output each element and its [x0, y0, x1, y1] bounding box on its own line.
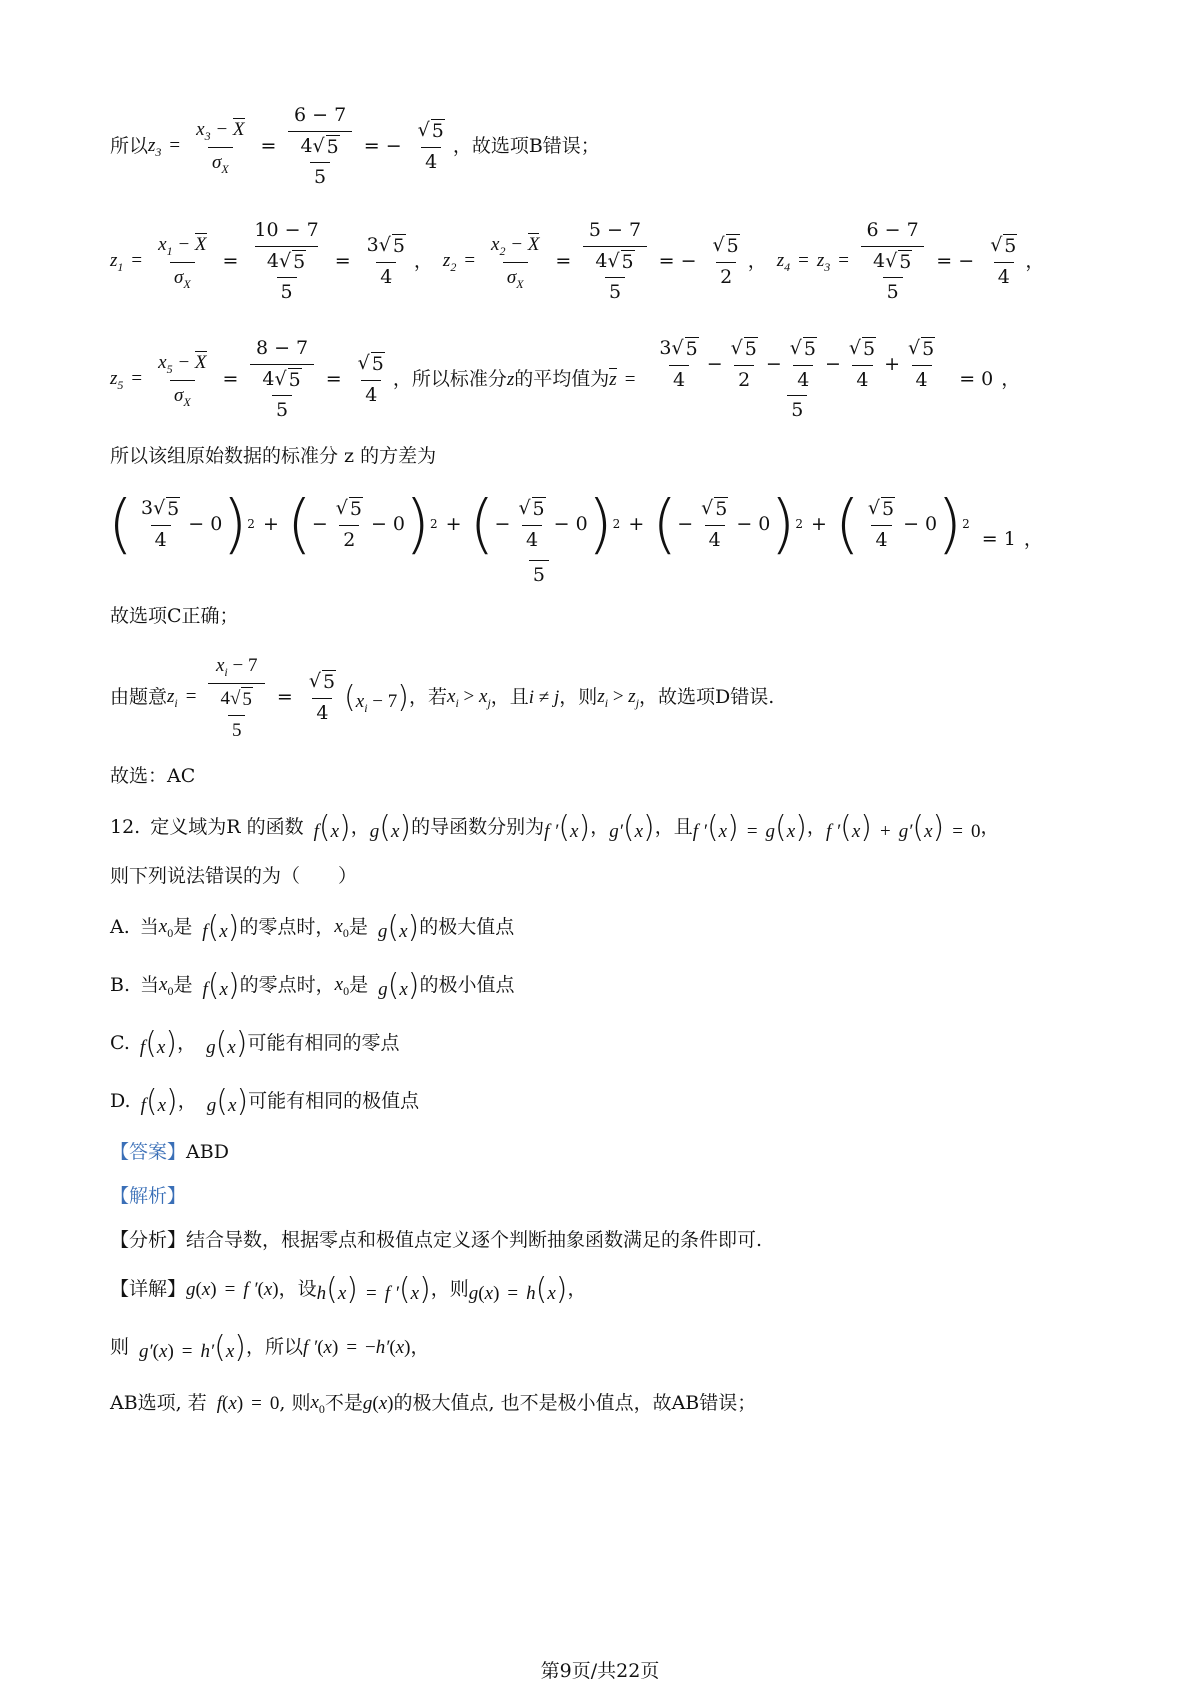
text: ，则 [559, 686, 598, 709]
ab-line: AB选项, 若 f(x) = 0 , 则 $x_0$ 不是 g(x) 的极大值点, 也不是极小值点，故AB错误； [110, 1392, 757, 1416]
option-label: D. [110, 1090, 131, 1113]
line-prev-answer [110, 762, 1130, 792]
option-a: A. 当 $x_0$ 是 f(x) 的零点时， $x_0$ 是 g(x) 的极大值点 [110, 910, 515, 946]
option-d: D. f(x) ， g(x) 可能有相同的极值点 [110, 1084, 420, 1120]
text: 的极大值点, 也不是极小值点，故AB错误； [393, 1392, 757, 1415]
text-prefix: 所以 [110, 135, 149, 158]
text: 不是 [324, 1392, 363, 1415]
text-tail: ， [1001, 368, 1021, 391]
text: 的导函数分别为 [411, 816, 545, 839]
text: 故选：AC [110, 765, 196, 788]
question-12-stem-2 [110, 862, 1130, 892]
answer-line [110, 1138, 1130, 1168]
text: ， [410, 1336, 430, 1359]
xiangjie-tag: 【详解】 [110, 1278, 187, 1301]
line-z3: 所以 $z_3$ = $\frac{x_3 - X}{\sigma_X}$ = 6 − 7 4 √ 5 5 = − √ 5 4 ，故选项B错误； [110, 103, 600, 189]
text: 故选项C正确； [110, 605, 239, 628]
line-z5-mean: $z_5$ = $\frac{x_5 - X}{\sigma_X}$ = 8 − 7 4 √ 5 5 = √ 5 4 ，所以标准分 z 的平均值为 z = 3 √ 5 4 − √ 5 2 − √ 5 4 − √ 5 4 + √ 5 4 5 = 0 ， [110, 336, 1021, 422]
text: ，且 [654, 816, 693, 839]
line-zi: 由题意 $z_i$ = $x_i - 7$ 4 √ 5 5 = √ 5 4 $(x_i - 7)$ ，若 $x_i > x_j$ ，且 i ≠ j ，则 $z_i > z_j$ ，故选项D错误. [110, 654, 775, 741]
text: 的极小值点 [419, 974, 515, 997]
fenxi-tag: 【分析】 [110, 1229, 187, 1252]
fraction: √ 5 4 [417, 119, 444, 173]
text: 是 [348, 916, 368, 939]
text: 则 [110, 1336, 130, 1359]
fraction: $\frac{x_3 - X}{\sigma_X}$ [196, 118, 245, 176]
line-option-c [110, 602, 1130, 632]
text: 的零点时， [239, 974, 335, 997]
line-variance-intro [110, 442, 1130, 472]
text: 是 [349, 974, 369, 997]
text: 当 [140, 974, 160, 997]
text: 所以该组原始数据的标准分 z 的方差为 [110, 445, 437, 468]
text: 定义域为R 的函数 [150, 816, 304, 839]
text: 是 [173, 916, 193, 939]
text: , 则 [279, 1392, 311, 1415]
xiangjie-line: 【详解】 g(x) = f ′(x) ，设 h(x) = f ′(x) ，则 g(x) = h(x) ， [110, 1272, 587, 1308]
option-label: B. [110, 974, 131, 997]
fraction: 6 − 7 4 √ 5 5 [288, 104, 351, 190]
text-prefix: 由题意 [110, 686, 168, 709]
text-suffix: ，故选项B错误； [452, 135, 600, 158]
gprime-line: 则 g′(x) = h′(x) ，所以 f ′(x) = −h′(x) ， [110, 1330, 430, 1366]
option-label: C. [110, 1032, 130, 1055]
text: 是 [173, 974, 193, 997]
var-z: z [506, 369, 515, 391]
analysis-line [110, 1182, 1130, 1212]
line-variance-formula: ( 3 √ 5 4 − 0 ) 2 + ( − √ 5 2 − 0 ) 2 + ( − √ 5 4 − 0 ) 2 + ( − √ 5 4 − 0 ) 2 + ( √ 5 4 − 0 ) 2 5 = 1 ， [108, 487, 1043, 586]
text: ，若 [408, 686, 447, 709]
text-mid: 的平均值为 [514, 368, 610, 391]
fenxi-line [110, 1226, 1130, 1256]
answer-tag: 【答案】 [110, 1141, 187, 1164]
text: 的零点时， [239, 916, 335, 939]
option-b: B. 当 $x_0$ 是 f(x) 的零点时， $x_0$ 是 g(x) 的极小值点 [110, 968, 515, 1004]
page-footer: 第9页/共22页 [540, 1660, 660, 1682]
question-12-stem: 12. 定义域为R 的函数 f(x) ， g(x) 的导函数分别为 f ′(x) ， g′(x) ，且 f ′(x) = g(x) ， f ′(x) + g′(x) = 0 ， [110, 810, 1000, 846]
text: 可能有相同的极值点 [248, 1090, 420, 1113]
text: ，所以 [246, 1336, 304, 1359]
text: ，设 [278, 1278, 317, 1301]
option-label: A. [110, 916, 130, 939]
text: 的极大值点 [419, 916, 515, 939]
line-z1-z2-z4: $z_1$ = $\frac{x_1 - X}{\sigma_X}$ = 10 − 7 4 √ 5 5 = 3 √ 5 4 ， $z_2$ = $\frac{x_2 - X}{\sigma_X}$ = 5 − 7 4 √ 5 5 = − √ 5 2 ， $z_4 = z_3$ = 6 − 7 4 √ 5 5 = − √ 5 4 ， [110, 218, 1045, 304]
option-c: C. f(x) ， g(x) 可能有相同的零点 [110, 1026, 400, 1062]
text: AB选项, 若 [110, 1392, 207, 1415]
text: ，且 [490, 686, 529, 709]
question-number: 12. [110, 816, 141, 839]
text: 则下列说法错误的为（ ） [110, 865, 358, 888]
text: ，故选项D错误. [639, 686, 775, 709]
formula-z3: $z_3$ = [148, 135, 181, 159]
text: ， [567, 1278, 587, 1301]
text: ，则 [430, 1278, 469, 1301]
answer-value: ABD [186, 1141, 229, 1164]
text: 当 [139, 916, 159, 939]
analysis-tag: 【解析】 [110, 1185, 187, 1208]
fenxi-text: 结合导数，根据零点和极值点定义逐个判断抽象函数满足的条件即可. [186, 1229, 763, 1252]
text-prefix: ，所以标准分 [392, 368, 507, 391]
text: 可能有相同的零点 [247, 1032, 400, 1055]
